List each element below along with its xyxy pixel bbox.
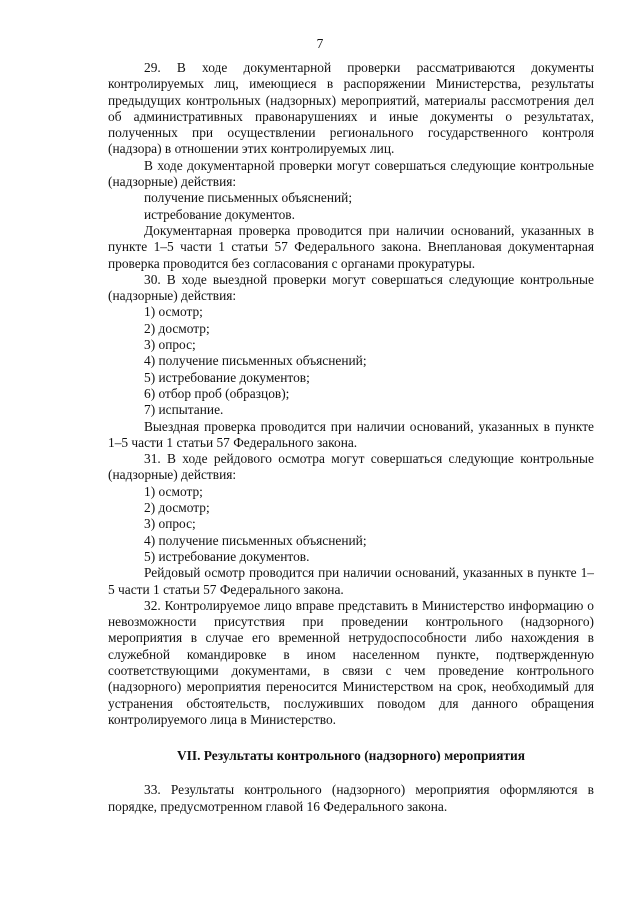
paragraph: 30. В ходе выездной проверки могут совершаться следующие контрольные (надзорные) действия: [108, 271, 594, 304]
paragraph: 29. В ходе документарной проверки рассматриваются документы контролируемых лиц, имеющиеся в распоряжении Министерства, результаты предыдущих контрольных (надзорных) мероприятий, материалы рассмотрения дел об административных правонарушениях и иные документы о результатах, полученных при осуществлении регионального государственного контроля (надзора) в отношении этих контролируемых лиц. [108, 60, 594, 157]
paragraph: Документарная проверка проводится при наличии оснований, указанных в пункте 1–5 части 1 статьи 57 Федерального закона. Внеплановая документарная проверка проводится без согласования с органами прокуратуры. [108, 222, 594, 271]
paragraph: 32. Контролируемое лицо вправе представить в Министерство информацию о невозможности присутствия при проведении контрольного (надзорного) мероприятия в случае его временной нетрудоспособности либо нахождения в служебной командировке в ином населенном пункте, подтвержденную соответствующими документами, в связи с чем проведение контрольного (надзорного) мероприятия переносится Министерством на срок, необходимый для устранения обстоятельств, послуживших поводом для данного обращения контролируемого лица в Министерство. [108, 597, 594, 727]
document-body [108, 60, 594, 815]
paragraph: В ходе документарной проверки могут совершаться следующие контрольные (надзорные) действия: [108, 157, 594, 190]
list-item: 4) получение письменных объяснений; [144, 532, 367, 548]
section-heading: VII. Результаты контрольного (надзорного) мероприятия [177, 748, 525, 764]
paragraph: 33. Результаты контрольного (надзорного) мероприятия оформляются в порядке, предусмотренном главой 16 Федерального закона. [108, 782, 594, 814]
paragraph: Рейдовый осмотр проводится при наличии оснований, указанных в пункте 1–5 части 1 статьи 57 Федерального закона. [108, 565, 594, 597]
list-item: истребование документов. [144, 206, 295, 222]
list-item: 6) отбор проб (образцов); [144, 385, 290, 401]
list-item: 4) получение письменных объяснений; [144, 353, 367, 369]
paragraph: 31. В ходе рейдового осмотра могут совершаться следующие контрольные (надзорные) действия: [108, 451, 594, 483]
list-item: получение письменных объяснений; [144, 190, 353, 206]
list-item: 7) испытание. [144, 402, 224, 418]
list-item: 1) осмотр; [144, 304, 203, 320]
list-item: 5) истребование документов. [144, 548, 310, 564]
list-item: 3) опрос; [144, 337, 196, 353]
list-item: 1) осмотр; [144, 483, 203, 499]
list-item: 2) досмотр; [144, 500, 210, 516]
list-item: 5) истребование документов; [144, 369, 310, 385]
paragraph: Выездная проверка проводится при наличии оснований, указанных в пункте 1–5 части 1 статьи 57 Федерального закона. [108, 418, 594, 450]
page-number: 7 [316, 36, 324, 51]
list-item: 2) досмотр; [144, 320, 210, 336]
list-item: 3) опрос; [144, 516, 196, 532]
